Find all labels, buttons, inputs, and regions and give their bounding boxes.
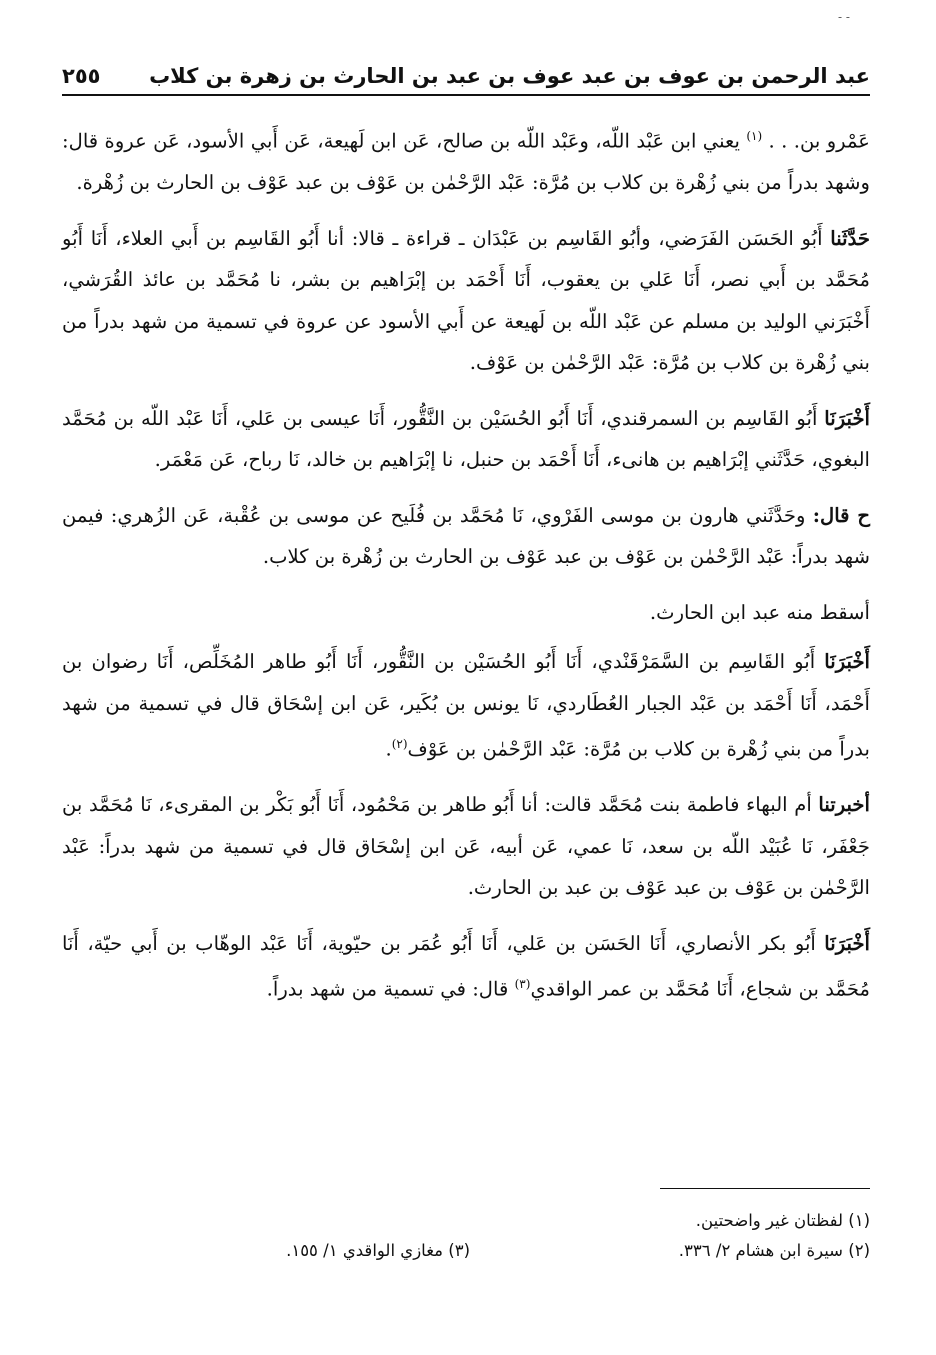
footnote-3: (٣) مغازي الواقدي ١/ ١٥٥. (286, 1241, 470, 1260)
paragraph (62, 218, 870, 384)
paragraph-text: أَبُو الحَسَن الفَرَضي، وأبُو القَاسِم بن عَبْدَان ـ قراءة ـ قالا: أنا أَبُو القَاسِم بن أَبي العلاء، أَنَا أَبُو مُحَمَّد بن أَبي نصر، أَنَا عَلي بن يعقوب، أَنَا أَحْمَد بن إبْرَاهيم بن بشر، نا مُحَمَّد بن عائذ القُرَشي، أَخْبَرَني الوليد بن مسلم عن عَبْد اللّه بن لَهيعة عن أَبي الأسود عن عروة في تسمية من شهد بدراً من بني زُهْرة بن كلاب بن مُرَّة: عَبْد الرَّحْمٰن بن عَوْف. (62, 226, 870, 375)
paragraph-text: أَبُو بكر الأنصاري، أَنَا الحَسَن بن عَلي، أَنَا أَبُو عُمَر بن حيّوية، أَنَا عَبْد الوهّاب بن أَبي حيّة، أَنَا مُحَمَّد بن شجاع، أَنَا مُحَمَّد بن عمر الواقدي (62, 931, 870, 1001)
paragraph (62, 923, 870, 1011)
running-title: عبد الرحمن بن عوف بن عبد عوف بن عبد بن الحارث بن زهرة بن كلاب (149, 64, 870, 88)
main-text (62, 116, 870, 1024)
paragraph (62, 495, 870, 578)
footnote-row-2 (62, 1236, 870, 1266)
footnote-1: (١) لفظتان غير واضحتين. (695, 1211, 870, 1230)
isnad-keyword: أَخْبَرَنَا (824, 406, 870, 430)
page-number: ٢٥٥ (62, 64, 101, 88)
isnad-keyword: أَخْبَرَنَا (824, 650, 870, 674)
paragraph-text: أسقط منه عبد ابن الحارث. (649, 600, 870, 624)
paragraph (62, 592, 870, 634)
paragraph-text: أم البهاء فاطمة بنت مُحَمَّد قالت: أنا أَبُو طاهر بن مَحْمُود، أَنَا أَبُو بَكْر بن المقرىء، نَا مُحَمَّد بن جَعْفَر، نَا عُبَيْد اللّه بن سعد، نَا عمي، عَن أبيه، عَن ابن إسْحَاق قال في تسمية من شهد بدراً: عَبْد الرَّحْمٰن بن عَوْف بن عبد عَوْف بن عبد بن الحارث. (62, 793, 870, 900)
paragraph (62, 116, 870, 204)
footnote-row-1 (62, 1206, 870, 1236)
footnote-2: (٢) سيرة ابن هشام ٢/ ٣٣٦. (678, 1241, 870, 1260)
footnote-marker: (١) (746, 129, 763, 143)
footnote-marker: (٣) (514, 977, 531, 992)
paragraph (62, 398, 870, 481)
isnad-keyword: ح قال: (812, 503, 870, 527)
page-header (62, 58, 870, 96)
paragraph-text: وحَدَّثَني هارون بن موسى الفَرْوي، نَا مُحَمَّد بن فُلَيح عن موسى بن عُقْبة، عَن الزُهري: فيمن شهد بدراً: عَبْد الرَّحْمٰن بن عَوْف بن عبد عَوْف بن الحارث بن زُهْرة بن كلاب. (62, 503, 870, 569)
paragraph-text: أَبُو القَاسِم بن السمرقندي، أَنَا أَبُو الحُسَيْن بن النَّقُّور، أَنَا عيسى بن عَلي، أَنَا عَبْد اللّه بن مُحَمَّد البغوي، حَدَّثَني إبْرَاهيم بن هانىء، أَنَا أَحْمَد بن حنبل، نا إبْرَاهيم بن خالد، نَا رباح، عَن مَعْمَر. (62, 406, 870, 472)
paragraph (62, 641, 870, 770)
isnad-keyword: أخبرتنا (818, 793, 870, 817)
paragraph-text: يعني ابن عَبْد اللّه، وعَبْد اللّه بن صالح، عَن ابن لَهيعة، عَن أَبي الأسود، عَن عروة قال: وشهد بدراً من بني زُهْرة بن كلاب بن مُرَّة: عَبْد الرَّحْمٰن بن عَوْف بن عبد عَوْف بن الحارث بن زُهْرة. (62, 129, 870, 195)
paragraph-text: عَمْرو بن. . . (762, 129, 870, 153)
footnote-marker: (٢) (391, 737, 408, 752)
isnad-keyword: أَخْبَرَنَا (824, 931, 870, 955)
isnad-keyword: حَدَّثَنا (830, 226, 870, 250)
paragraph (62, 784, 870, 909)
footnotes (62, 1206, 870, 1266)
paragraph-text: . (385, 737, 392, 761)
corner-mark: - - (838, 10, 850, 24)
paragraph-text: أَبُو القَاسِم بن السَّمَرْقَنْدي، أَنَا أَبُو الحُسَيْن بن النَّقُّور، أَنَا أَبُو طاهر المُخَلِّص، أَنَا رضوان بن أَحْمَد، أَنَا أَحْمَد بن عَبْد الجبار العُطَاردي، نَا يونس بن بُكَير، عَن ابن إسْحَاق قال في تسمية من شهد بدراً من بني زُهْرة بن كلاب بن مُرَّة: عَبْد الرَّحْمٰن بن عَوْف (62, 650, 870, 761)
footnote-separator (660, 1188, 870, 1189)
paragraph-text: قال: في تسمية من شهد بدراً. (266, 977, 515, 1001)
